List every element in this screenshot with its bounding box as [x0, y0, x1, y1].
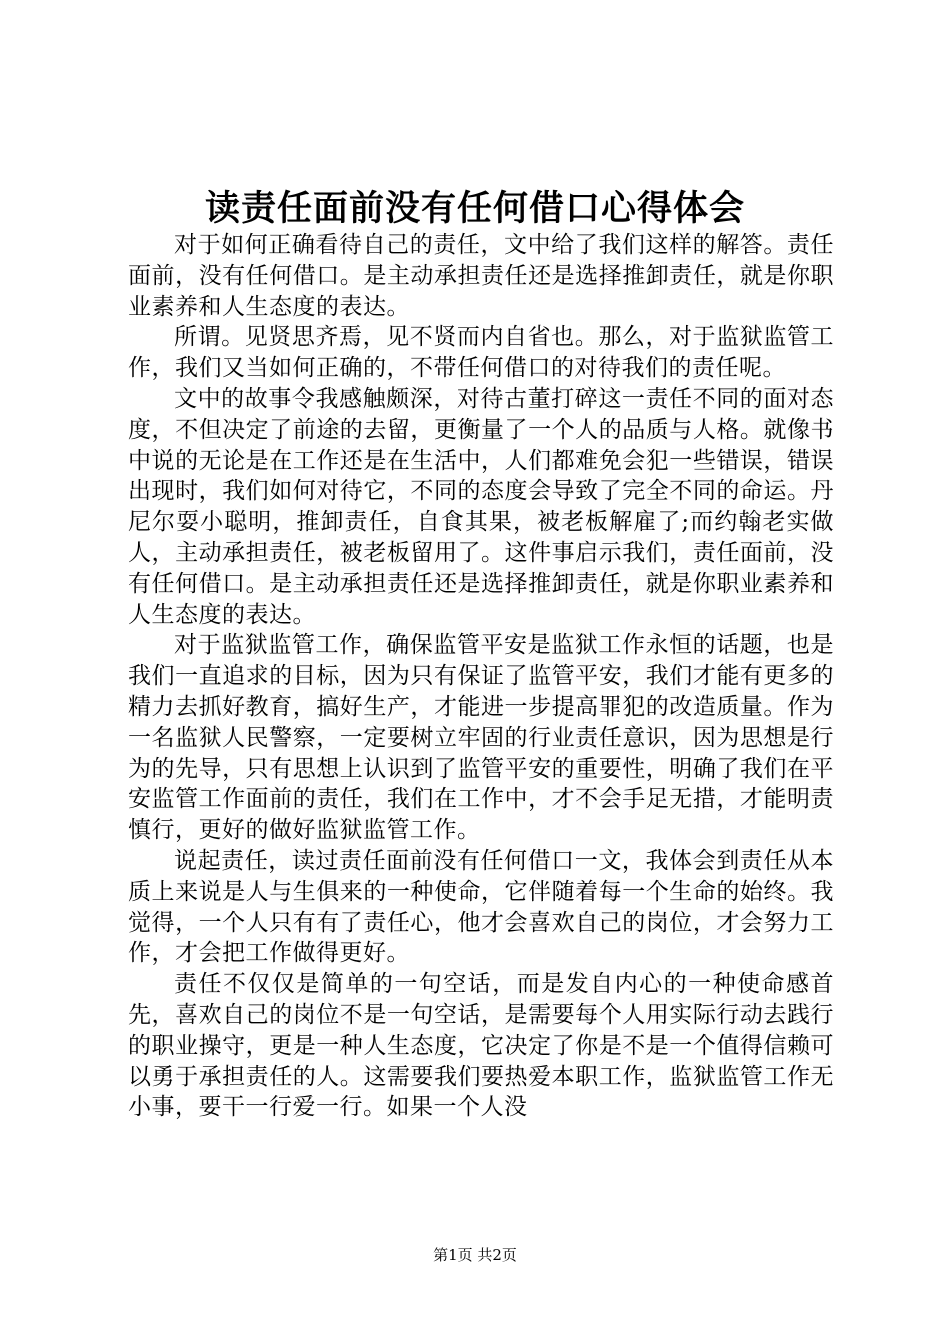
paragraph-2: 所谓。见贤思齐焉，见不贤而内自省也。那么，对于监狱监管工作，我们又当如何正确的，不带任何借口的对待我们的责任呢。 [128, 324, 834, 382]
document-body [128, 230, 834, 1123]
paragraph-1: 对于如何正确看待自己的责任，文中给了我们这样的解答。责任面前，没有任何借口。是主动承担责任还是选择推卸责任，就是你职业素养和人生态度的表达。 [128, 232, 834, 320]
document-title: 读责任面前没有任何借口心得体会 [204, 188, 745, 229]
paragraph-4: 对于监狱监管工作，确保监管平安是监狱工作永恒的话题，也是我们一直追求的目标，因为只有保证了监管平安，我们才能有更多的精力去抓好教育，搞好生产，才能进一步提高罪犯的改造质量。作为一名监狱人民警察，一定要树立牢固的行业责任意识，因为思想是行为的先导，只有思想上认识到了监管平安的重要性，明确了我们在平安监管工作面前的责任，我们在工作中，才不会手足无措，才能明责慎行，更好的做好监狱监管工作。 [128, 632, 834, 844]
paragraph-3: 文中的故事令我感触颇深，对待古董打碎这一责任不同的面对态度，不但决定了前途的去留，更衡量了一个人的品质与人格。就像书中说的无论是在工作还是在生活中，人们都难免会犯一些错误，错误出现时，我们如何对待它，不同的态度会导致了完全不同的命运。丹尼尔耍小聪明，推卸责任，自食其果，被老板解雇了;而约翰老实做人，主动承担责任，被老板留用了。这件事启示我们，责任面前，没有任何借口。是主动承担责任还是选择推卸责任，就是你职业素养和人生态度的表达。 [128, 385, 834, 628]
page-footer: 第1页 共2页 [433, 1246, 517, 1264]
paragraph-5: 说起责任，读过责任面前没有任何借口一文，我体会到责任从本质上来说是人与生俱来的一种使命，它伴随着每一个生命的始终。我觉得，一个人只有有了责任心，他才会喜欢自己的岗位，才会努力工作，才会把工作做得更好。 [128, 847, 834, 967]
paragraph-6: 责任不仅仅是简单的一句空话，而是发自内心的一种使命感首先，喜欢自己的岗位不是一句空话，是需要每个人用实际行动去践行的职业操守，更是一种人生态度，它决定了你是不是一个值得信赖可以勇于承担责任的人。这需要我们要热爱本职工作，监狱监管工作无小事，要干一行爱一行。如果一个人没 [128, 971, 834, 1121]
